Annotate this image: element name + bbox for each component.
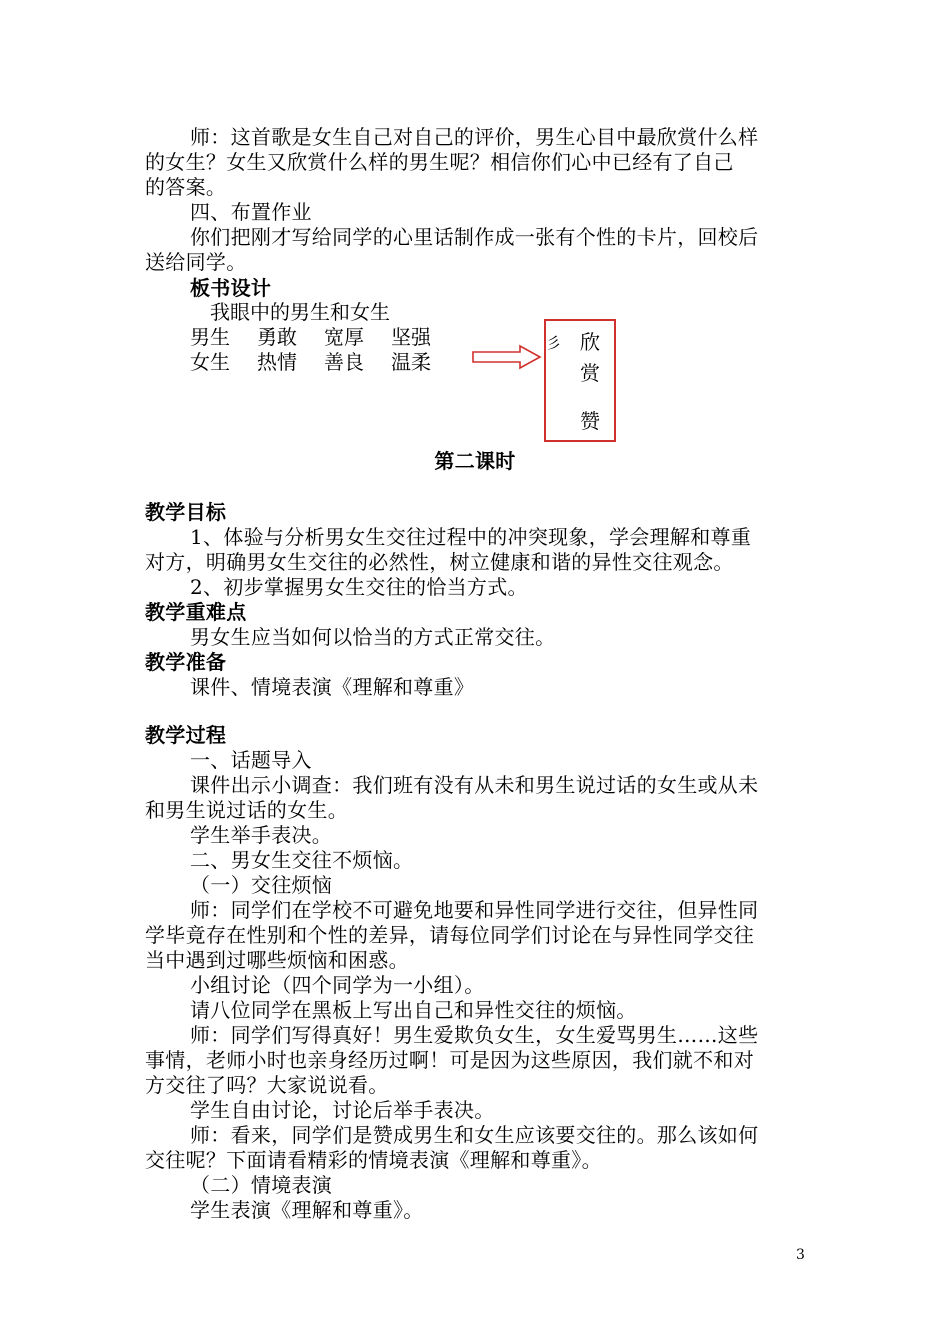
process-heading: 教学过程 (145, 723, 227, 747)
paragraph-line: 师：同学们写得真好！男生爱欺负女生，女生爱骂男生……这些 (190, 1023, 759, 1047)
paragraph-line: 课件出示小调查：我们班有没有从未和男生说过话的女生或从未 (190, 773, 759, 797)
paragraph-line: 当中遇到过哪些烦恼和困惑。 (145, 948, 409, 972)
board-cell: 温柔 (391, 350, 431, 374)
paragraph-line: 送给同学。 (145, 250, 247, 274)
paragraph-line: 对方，明确男女生交往的必然性，树立健康和谐的异性交往观念。 (145, 550, 734, 574)
paragraph-line: 的女生？女生又欣赏什么样的男生呢？相信你们心中已经有了自己 (145, 150, 734, 174)
board-cell: 女生 (190, 350, 230, 374)
paragraph-line: 师：同学们在学校不可避免地要和异性同学进行交往，但异性同 (190, 898, 759, 922)
goals-heading: 教学目标 (145, 500, 227, 524)
board-cell: 善良 (324, 350, 364, 374)
subheading: 二、男女生交往不烦恼。 (190, 848, 414, 872)
difficulty-heading: 教学重难点 (145, 600, 247, 624)
box-char: 欣 (580, 330, 600, 354)
subheading: （一）交往烦恼 (190, 873, 333, 897)
paragraph-line: 男女生应当如何以恰当的方式正常交往。 (190, 625, 556, 649)
paragraph-line: 2、初步掌握男女生交往的恰当方式。 (190, 575, 528, 599)
board-cell: 坚强 (391, 325, 431, 349)
board-cell: 宽厚 (324, 325, 364, 349)
board-box (544, 319, 616, 442)
paragraph-line: 学毕竟存在性别和个性的差异，请每位同学们讨论在与异性同学交往 (145, 923, 754, 947)
section-title: 第二课时 (434, 449, 516, 473)
page-number: 3 (796, 1247, 805, 1263)
paragraph-line: 和男生说过话的女生。 (145, 798, 348, 822)
subheading: 四、布置作业 (190, 200, 312, 224)
paragraph-line: 小组讨论（四个同学为一小组）。 (190, 973, 485, 997)
box-edge-glyph: 彡 (546, 334, 562, 352)
board-cell: 男生 (190, 325, 230, 349)
paragraph-line: 交往呢？下面请看精彩的情境表演《理解和尊重》。 (145, 1148, 602, 1172)
subheading: （二）情境表演 (190, 1173, 333, 1197)
board-cell: 勇敢 (257, 325, 297, 349)
paragraph-line: 方交往了吗？大家说说看。 (145, 1073, 389, 1097)
paragraph-line: 学生举手表决。 (190, 823, 333, 847)
paragraph-line: 师：看来，同学们是赞成男生和女生应该要交往的。那么该如何 (190, 1123, 759, 1147)
paragraph-line: 请八位同学在黑板上写出自己和异性交往的烦恼。 (190, 998, 637, 1022)
paragraph-line: 学生表演《理解和尊重》。 (190, 1198, 424, 1222)
subheading: 一、话题导入 (190, 748, 312, 772)
paragraph-line: 学生自由讨论，讨论后举手表决。 (190, 1098, 495, 1122)
paragraph-line: 的答案。 (145, 175, 227, 199)
paragraph-line: 课件、情境表演《理解和尊重》 (190, 675, 475, 699)
board-heading: 板书设计 (190, 276, 272, 300)
board-title: 我眼中的男生和女生 (210, 300, 390, 324)
paragraph-line: 1、体验与分析男女生交往过程中的冲突现象，学会理解和尊重 (190, 525, 752, 549)
prep-heading: 教学准备 (145, 650, 227, 674)
box-char: 赞 (580, 409, 600, 433)
paragraph-line: 事情，老师小时也亲身经历过啊！可是因为这些原因，我们就不和对 (145, 1048, 754, 1072)
right-arrow-icon (472, 345, 542, 369)
paragraph-line: 师：这首歌是女生自己对自己的评价，男生心目中最欣赏什么样 (190, 125, 759, 149)
paragraph-line: 你们把刚才写给同学的心里话制作成一张有个性的卡片，回校后 (190, 225, 759, 249)
box-char: 赏 (580, 361, 600, 385)
board-cell: 热情 (257, 350, 297, 374)
